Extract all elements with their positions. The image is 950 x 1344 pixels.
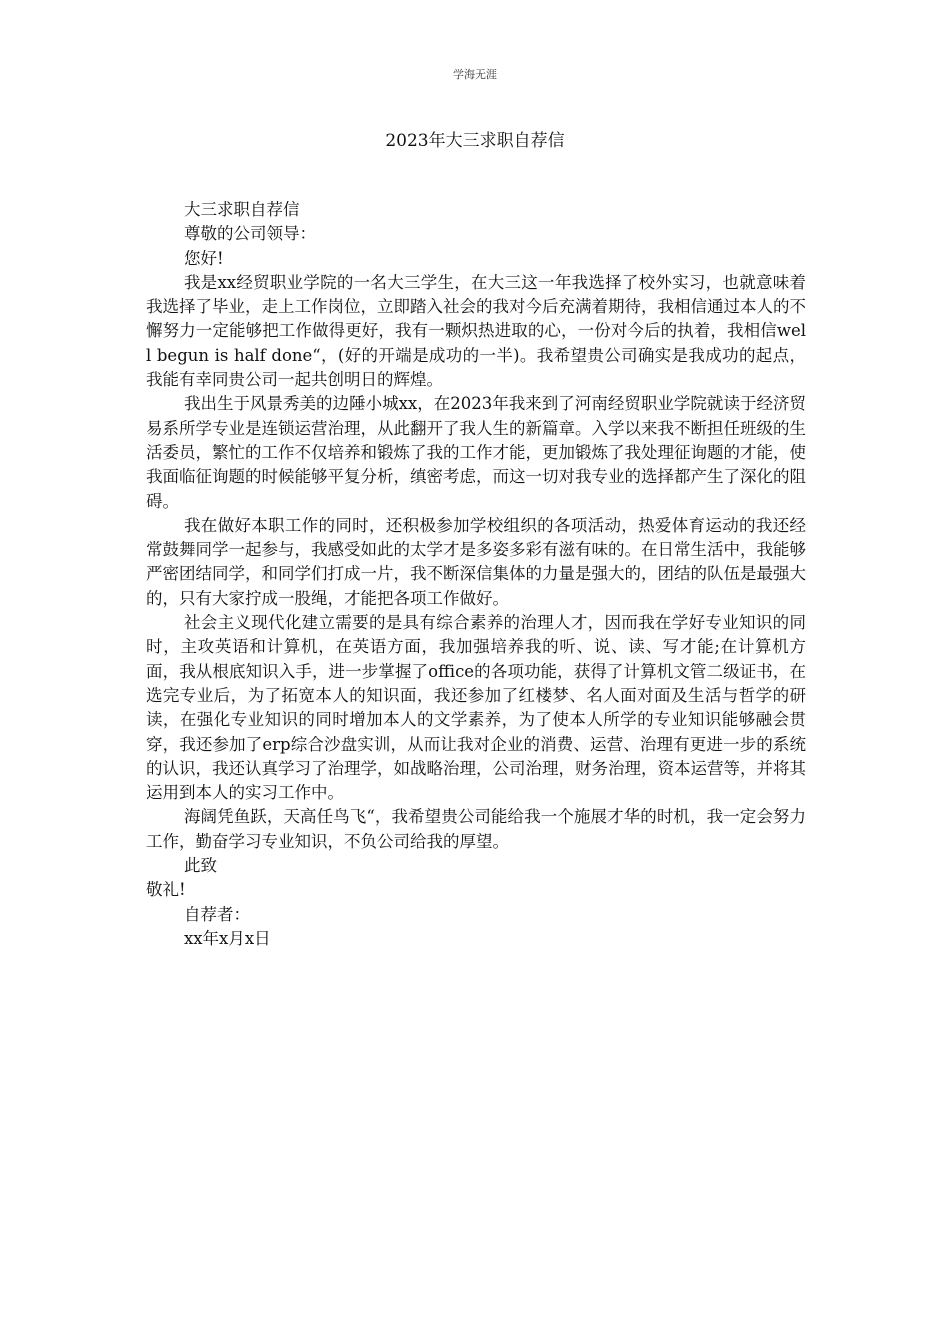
closing-phrase: 此致 <box>183 856 217 876</box>
document-title: 2023年大三求职自荐信 <box>385 131 565 151</box>
paragraph-skills: 社会主义现代化建立需要的是具有综合素养的治理人才，因而我在学好专业知识的同时，主攻英语和计算机，在英语方面，我加强培养我的听、说、读、写才能;在计算机方面，我从根底知识入手，进一步掌握了office的各项功能，获得了计算机文管二级证书，在选完专业后，为了拓宽本人的知识面，我还参加了红楼梦、名人面对面及生活与哲学的研读，在强化专业知识的同时增加本人的文学素养，为了使本人所学的专业知识能够融会贯穿，我还参加了erp综合沙盘实训，从而让我对企业的消费、运营、治理有更进一步的系统的认识，我还认真学习了治理学，如战略治理，公司治理，财务治理，资本运营等，并将其运用到本人的实习工作中。 <box>146 613 806 803</box>
page-header: 学海无涯 <box>453 68 497 81</box>
signature-label: 自荐者： <box>183 904 250 924</box>
paragraph-background: 我出生于风景秀美的边陲小城xx，在2023年我来到了河南经贸职业学院就读于经济贸易系所学专业是连锁运营治理，从此翻开了我人生的新篇章。入学以来我不断担任班级的生活委员，繁忙的工作不仅培养和锻炼了我的工作才能，更加锻炼了我处理征询题的才能，使我面临征询题的时候能够平复分析，缜密考虑，而这一切对我专业的选择都产生了深化的阻碍。 <box>146 394 806 511</box>
greeting: 您好! <box>183 248 224 268</box>
paragraph-activities: 我在做好本职工作的同时，还积极参加学校组织的各项活动，热爱体育运动的我还经常鼓舞同学一起参与，我感受如此的太学才是多姿多彩有滋有味的。在日常生活中，我能够严密团结同学，和同学们打成一片，我不断深信集体的力量是强大的，团结的队伍是最强大的，只有大家拧成一股绳，才能把各项工作做好。 <box>146 515 806 608</box>
salutation: 尊敬的公司领导： <box>183 224 316 244</box>
paragraph-conclusion: 海阔凭鱼跃，天高任鸟飞“，我希望贵公司能给我一个施展才华的时机，我一定会努力工作，勤奋学习专业知识，不负公司给我的厚望。 <box>146 807 806 851</box>
letter-date: xx年x月x日 <box>183 928 271 948</box>
letter-body <box>146 198 806 951</box>
closing-regards: 敬礼! <box>146 880 186 900</box>
paragraph-intro: 我是xx经贸职业学院的一名大三学生，在大三这一年我选择了校外实习，也就意味着我选择了毕业，走上工作岗位，立即踏入社会的我对今后充满着期待，我相信通过本人的不懈努力一定能够把工作做得更好，我有一颗炽热进取的心，一份对今后的执着，我相信well begun is half done“，(好的开端是成功的一半)。我希望贵公司确实是我成功的起点，我能有幸同贵公司一起共创明日的辉煌。 <box>146 272 806 390</box>
letter-subtitle: 大三求职自荐信 <box>183 200 300 219</box>
